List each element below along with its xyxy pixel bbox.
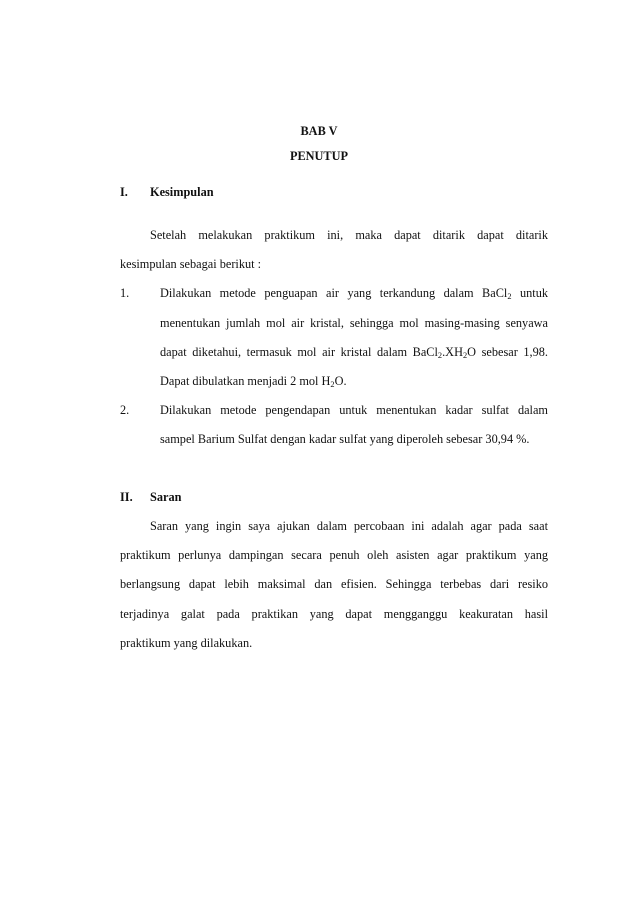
section-number: I. bbox=[120, 185, 128, 199]
list-item-number: 2. bbox=[120, 403, 130, 417]
paragraph-line: Setelah melakukan praktikum ini, maka dapat ditarik dapat ditarik bbox=[150, 228, 548, 242]
section-title: Kesimpulan bbox=[150, 185, 214, 199]
paragraph-line: Saran yang ingin saya ajukan dalam percobaan ini adalah agar pada saat bbox=[150, 519, 548, 533]
paragraph-line: kesimpulan sebagai berikut : bbox=[120, 257, 262, 271]
list-item-line: Dilakukan metode pengendapan untuk menentukan kadar sulfat dalam bbox=[160, 403, 548, 417]
chapter-title: PENUTUP bbox=[289, 149, 349, 163]
list-item-line: menentukan jumlah mol air kristal, sehingga mol masing-masing senyawa bbox=[160, 316, 548, 330]
list-item-line: sampel Barium Sulfat dengan kadar sulfat yang diperoleh sebesar 30,94 %. bbox=[160, 432, 530, 446]
chapter-heading: BAB V bbox=[300, 124, 338, 138]
paragraph-line: berlangsung dapat lebih maksimal dan efisien. Sehingga terbebas dari resiko bbox=[120, 577, 548, 591]
paragraph-line: praktikum perlunya dampingan secara penuh oleh asisten agar praktikum yang bbox=[120, 548, 548, 562]
section-number: II. bbox=[120, 490, 133, 504]
list-item-line: dapat diketahui, termasuk mol air kristal dalam $BaCl_2.XH_2O$ sebesar 1,98. bbox=[160, 345, 549, 361]
paragraph-line: praktikum yang dilakukan. bbox=[120, 636, 253, 650]
list-item-line: Dilakukan metode penguapan air yang terkandung dalam BaCl$_2$ untuk bbox=[160, 286, 548, 302]
list-item-line: Dapat dibulatkan menjadi 2 mol $H_2O$. bbox=[160, 374, 347, 390]
list-item-number: 1. bbox=[120, 286, 130, 300]
paragraph-line: terjadinya galat pada praktikan yang dapat mengganggu keakuratan hasil bbox=[120, 607, 548, 621]
section-title: Saran bbox=[150, 490, 182, 504]
